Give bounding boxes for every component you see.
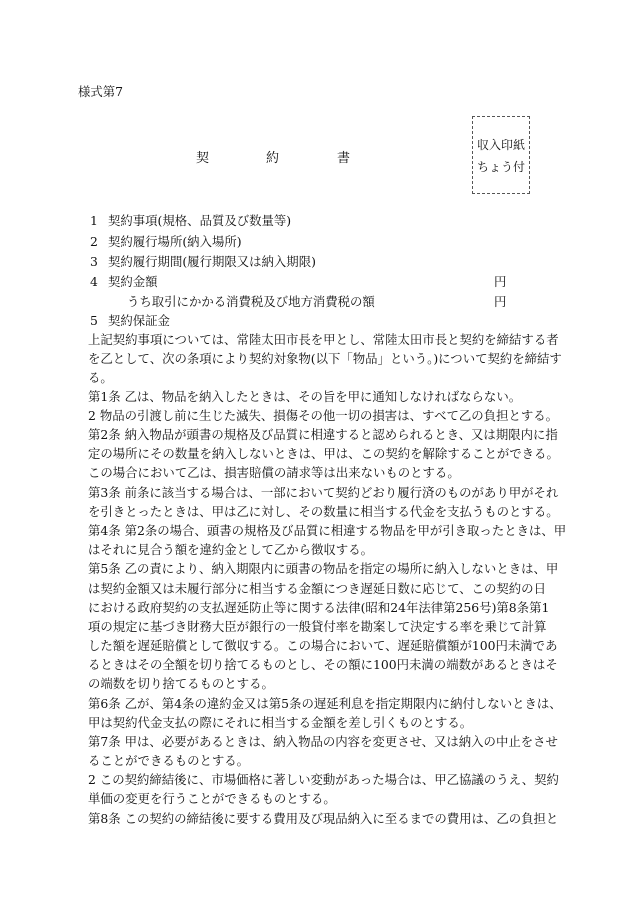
article-5-line: した額を遅延賠償として徴収する。この場合において、遅延賠償額が100円未満であ bbox=[88, 638, 558, 653]
revenue-stamp-box bbox=[472, 116, 530, 194]
title-char-3: 書 bbox=[337, 151, 351, 166]
title-char-2: 約 bbox=[266, 151, 280, 166]
article-1-para-2: 2 物品の引渡し前に生じた滅失、損傷その他一切の損害は、すべて乙の負担とする。 bbox=[88, 408, 559, 423]
body-line: を乙として、次の条項により契約対象物(以下「物品」という。)について契約を締結す bbox=[88, 351, 562, 366]
item-text-2: 契約履行場所(納入場所) bbox=[108, 234, 242, 249]
article-8-line: 第8条 この契約の締結後に要する費用及び現品納入に至るまでの費用は、乙の負担と bbox=[88, 811, 559, 826]
article-6-line: 第6条 乙が、第4条の違約金又は第5条の遅延利息を指定期限内に納付しないときは、 bbox=[88, 696, 562, 711]
item-number-3: 3 bbox=[90, 254, 98, 269]
item-text-4: 契約金額 bbox=[108, 274, 158, 289]
item-text-3: 契約履行期間(履行期限又は納入期限) bbox=[108, 254, 316, 269]
article-3-line: を引きとったときは、甲は乙に対し、その数量に相当する代金を支払うものとする。 bbox=[88, 504, 559, 519]
item-text-1: 契約事項(規格、品質及び数量等) bbox=[108, 213, 292, 228]
article-5-line: るときはその全額を切り捨てるものとし、その額に100円未満の端数があるときはそ bbox=[88, 657, 558, 672]
stamp-label-line2: ちょう付 bbox=[476, 160, 525, 174]
item-number-5: 5 bbox=[90, 313, 98, 328]
body-line: 上記契約事項については、常陸太田市長を甲とし、常陸太田市長と契約を締結する者 bbox=[88, 332, 559, 347]
article-5-line: は契約金額又は未履行部分に相当する金額につき遅延日数に応じて、この契約の日 bbox=[88, 581, 546, 596]
article-5-line: 第5条 乙の責により、納入期限内に頭書の物品を指定の場所に納入しないときは、甲 bbox=[88, 561, 559, 576]
article-2-line: この場合において乙は、損害賠償の請求等は出来ないものとする。 bbox=[88, 465, 460, 480]
article-4-line: はそれに見合う額を違約金として乙から徴収する。 bbox=[88, 542, 373, 557]
item-number-2: 2 bbox=[90, 234, 98, 249]
item-text-tax: うち取引にかかる消費税及び地方消費税の額 bbox=[127, 294, 375, 309]
article-7-line: ることができるものとする。 bbox=[88, 753, 250, 768]
article-5-line: における政府契約の支払遅延防止等に関する法律(昭和24年法律第256号)第8条第1 bbox=[88, 600, 550, 615]
article-7-para-2: 単価の変更を行うことができるものとする。 bbox=[88, 791, 336, 806]
item-text-5: 契約保証金 bbox=[108, 313, 170, 328]
stamp-label-line1: 収入印紙 bbox=[476, 138, 525, 152]
title-char-1: 契 bbox=[196, 151, 210, 166]
article-3-line: 第3条 前条に該当する場合は、一部において契約どおり履行済のものがあり甲がそれ bbox=[88, 485, 559, 500]
article-7-line: 第7条 甲は、必要があるときは、納入物品の内容を変更させ、又は納入の中止をさせ bbox=[88, 734, 558, 749]
item-number-4: 4 bbox=[90, 274, 98, 289]
article-2-line: 第2条 納入物品が頭書の規格及び品質に相違すると認められるとき、又は期限内に指 bbox=[88, 427, 558, 442]
article-7-para-2: 2 この契約締結後に、市場価格に著しい変動があった場合は、甲乙協議のうえ、契約 bbox=[88, 772, 559, 787]
yen-unit-tax: 円 bbox=[494, 294, 507, 309]
article-5-line: の端数を切り捨てるものとする。 bbox=[88, 676, 274, 691]
article-5-line: 項の規定に基づき財務大臣が銀行の一般貸付率を勘案して決定する率を乗じて計算 bbox=[88, 619, 547, 634]
article-6-line: 甲は契約代金支払の際にそれに相当する金額を差し引くものとする。 bbox=[88, 715, 473, 730]
body-line: る。 bbox=[88, 370, 113, 385]
item-number-1: 1 bbox=[90, 213, 98, 228]
article-4-line: 第4条 第2条の場合、頭書の規格及び品質に相違する物品を甲が引き取ったときは、甲 bbox=[88, 523, 567, 538]
yen-unit-amount: 円 bbox=[494, 274, 507, 289]
form-number: 様式第7 bbox=[78, 84, 124, 99]
article-2-line: 定の場所にその数量を納入しないときは、甲は、この契約を解除することができる。 bbox=[88, 446, 559, 461]
article-1-line: 第1条 乙は、物品を納入したときは、その旨を甲に通知しなければならない。 bbox=[88, 389, 522, 404]
